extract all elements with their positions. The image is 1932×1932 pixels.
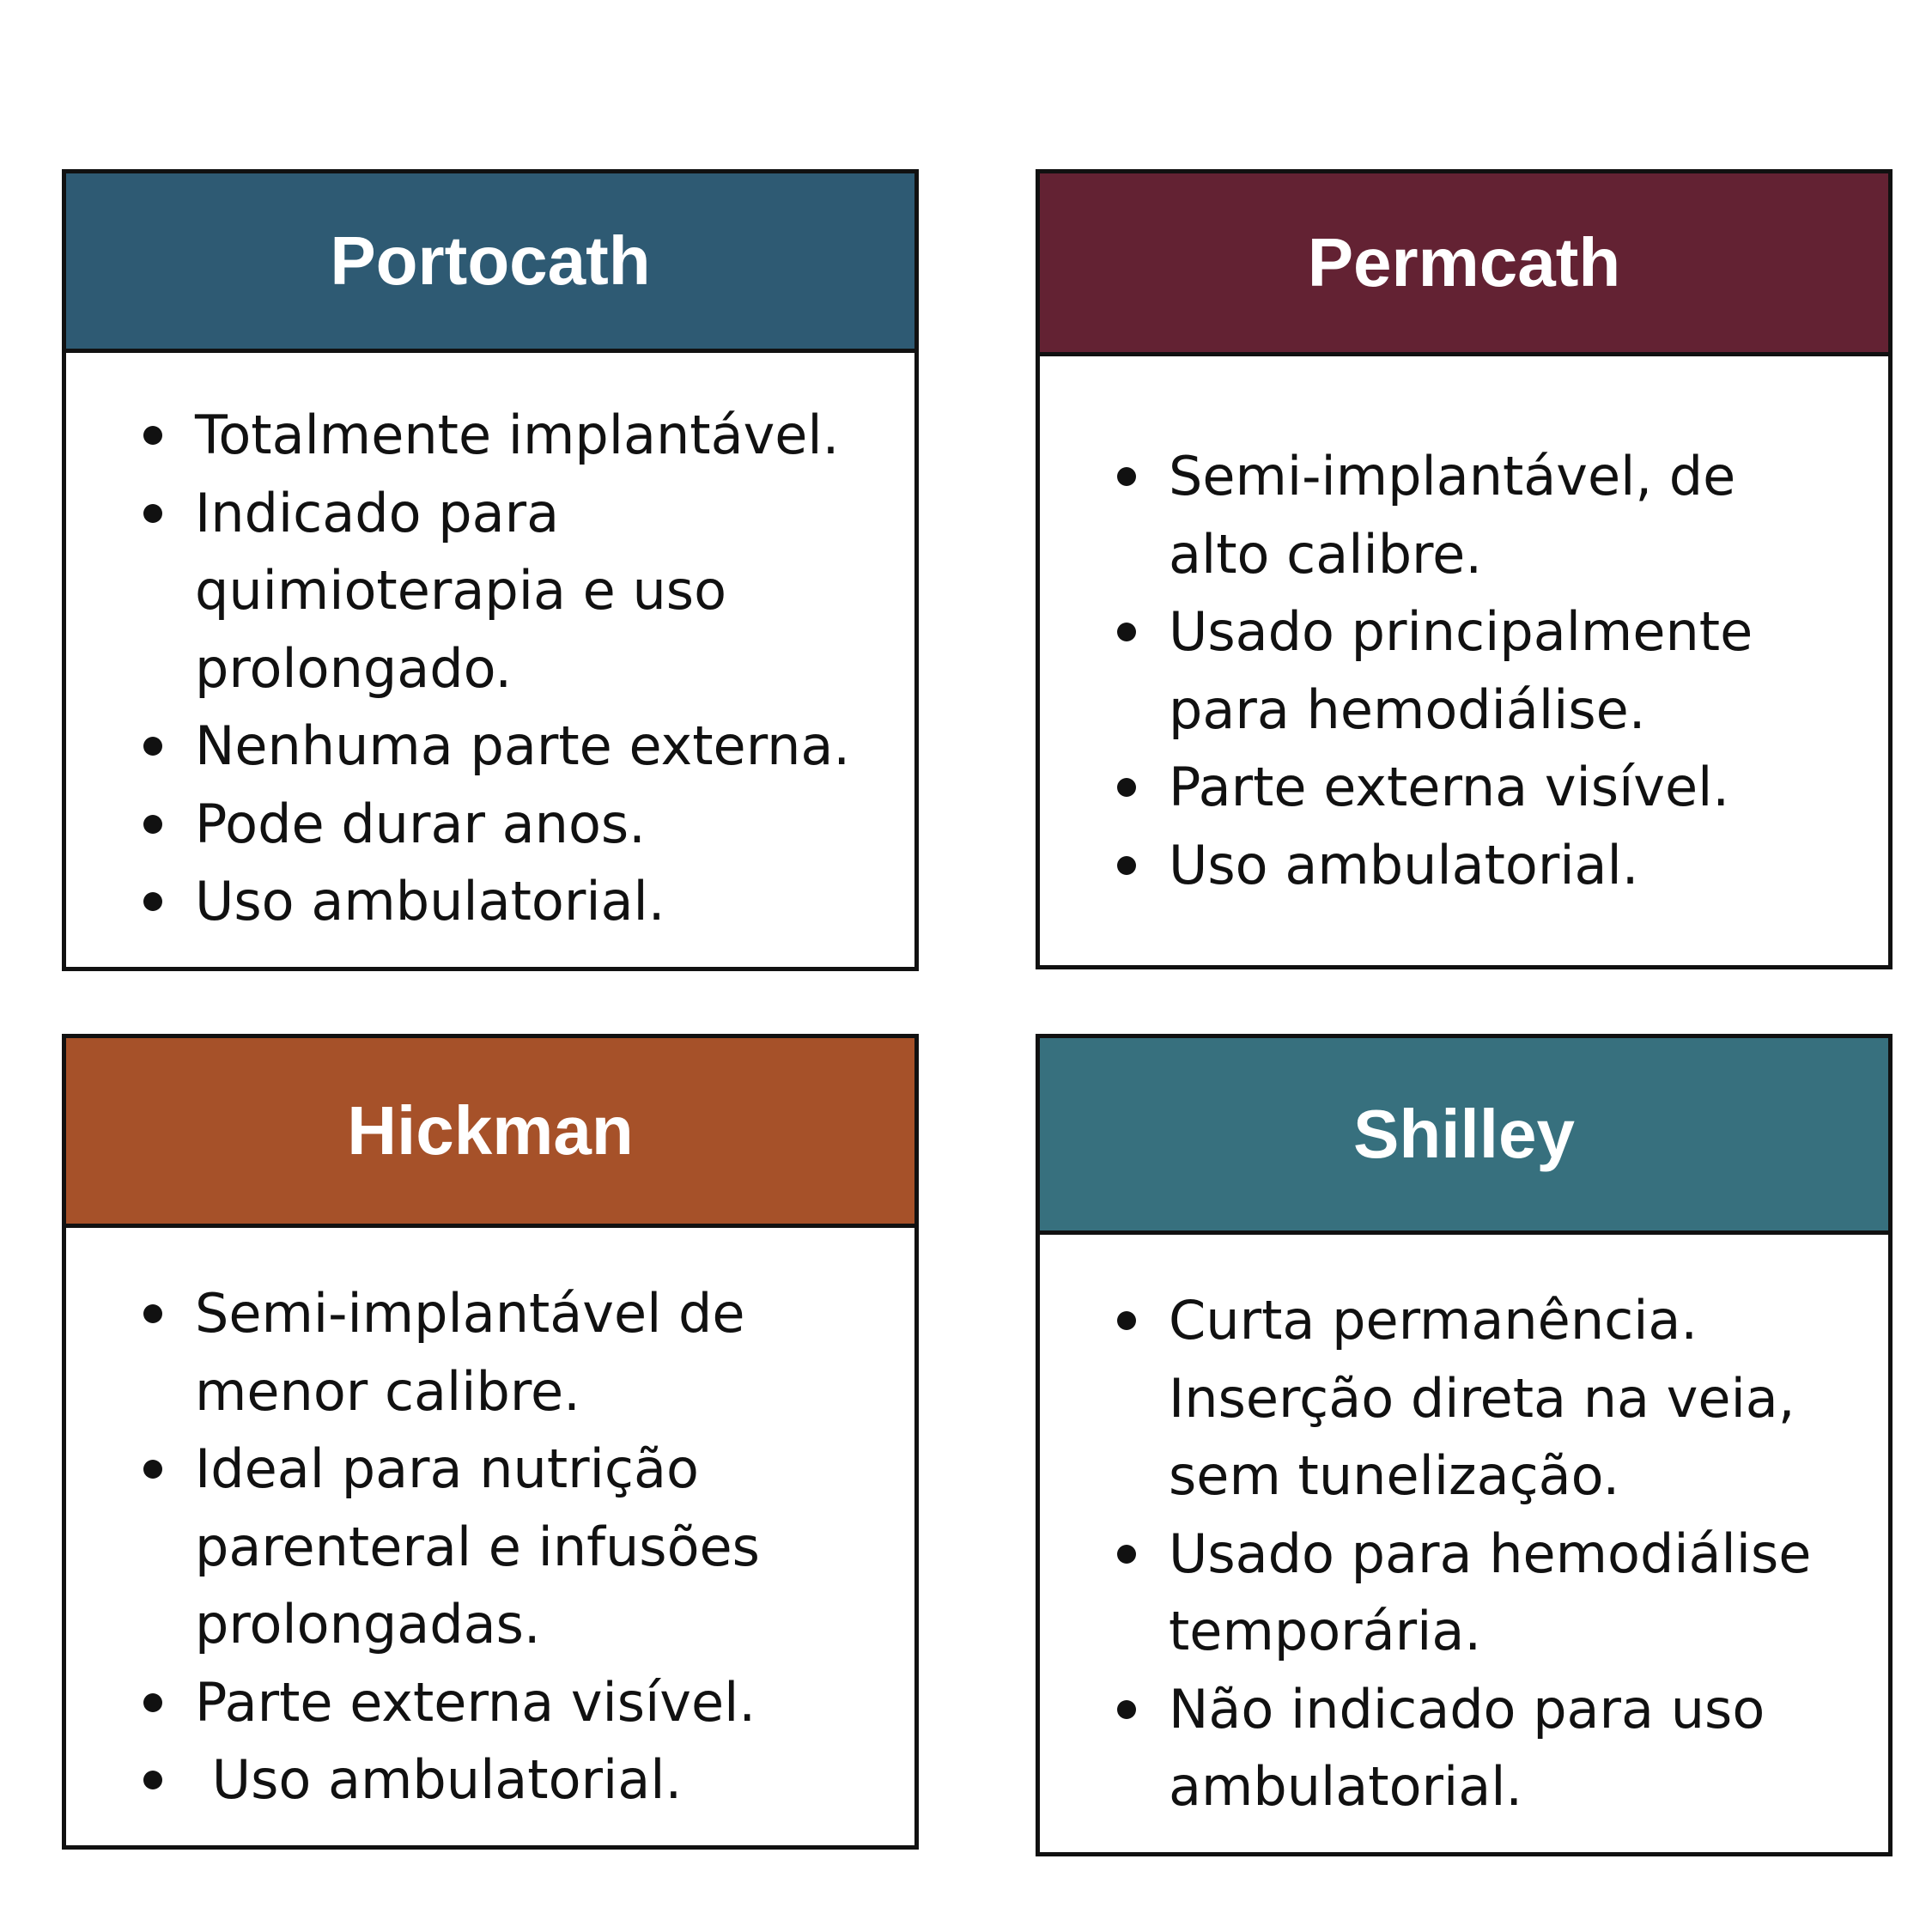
- bullet-dot-icon: [143, 1304, 162, 1323]
- card-shilley-body: [1040, 1235, 1888, 1826]
- card-portocath: [62, 169, 919, 971]
- list-item: Curta permanência.: [1040, 1282, 1888, 1360]
- continuation-text: Inserção direta na veia, sem tunelização.: [1169, 1366, 1795, 1507]
- list-item: Uso ambulatorial.: [66, 1741, 914, 1820]
- bullet-dot-icon: [143, 426, 162, 445]
- card-hickman-header: [66, 1038, 914, 1228]
- bullet-dot-icon: [1117, 1311, 1136, 1330]
- list-item: Uso ambulatorial.: [1040, 827, 1888, 905]
- list-item: Semi-implantável de menor calibre.: [66, 1275, 914, 1431]
- card-portocath-body: [66, 353, 914, 941]
- card-portocath-title: Portocath: [330, 222, 651, 299]
- card-permcath-title: Permcath: [1307, 224, 1621, 301]
- card-shilley-list-continued: [1040, 1516, 1888, 1826]
- bullet-dot-icon: [1117, 856, 1136, 875]
- bullet-dot-icon: [143, 504, 162, 523]
- bullet-dot-icon: [1117, 467, 1136, 486]
- list-item: Usado principalmente para hemodiálise.: [1040, 593, 1888, 749]
- bullet-dot-icon: [1117, 1545, 1136, 1564]
- card-hickman-title: Hickman: [347, 1092, 634, 1169]
- card-shilley-title: Shilley: [1353, 1096, 1575, 1172]
- list-item: Usado para hemodiálise temporária.: [1040, 1516, 1888, 1671]
- list-item: Semi-implantável, de alto calibre.: [1040, 438, 1888, 593]
- list-item: Parte externa visível.: [1040, 749, 1888, 827]
- list-item: Pode durar anos.: [66, 786, 914, 864]
- card-shilley-list: [1040, 1282, 1888, 1360]
- bullet-dot-icon: [1117, 623, 1136, 641]
- list-item: Totalmente implantável.: [66, 397, 914, 475]
- bullet-dot-icon: [143, 1771, 162, 1789]
- bullet-dot-icon: [143, 737, 162, 756]
- card-permcath: [1036, 169, 1893, 969]
- list-item: Não indicado para uso ambulatorial.: [1040, 1671, 1888, 1826]
- card-shilley: [1036, 1034, 1893, 1856]
- card-hickman: [62, 1034, 919, 1850]
- bullet-dot-icon: [143, 1460, 162, 1479]
- card-permcath-list: [1040, 438, 1888, 904]
- list-item: Parte externa visível.: [66, 1664, 914, 1742]
- list-item: Indicado para quimioterapia e uso prolongado.: [66, 475, 914, 708]
- card-hickman-list: [66, 1275, 914, 1820]
- bullet-dot-icon: [1117, 1700, 1136, 1719]
- list-item: Nenhuma parte externa.: [66, 708, 914, 786]
- bullet-dot-icon: [143, 892, 162, 911]
- bullet-dot-icon: [1117, 778, 1136, 797]
- list-item: Uso ambulatorial.: [66, 863, 914, 941]
- card-permcath-body: [1040, 356, 1888, 904]
- card-hickman-body: [66, 1228, 914, 1820]
- card-portocath-header: [66, 173, 914, 353]
- bullet-dot-icon: [143, 815, 162, 834]
- card-portocath-list: [66, 397, 914, 941]
- card-shilley-header: [1040, 1038, 1888, 1235]
- card-permcath-header: [1040, 173, 1888, 356]
- bullet-dot-icon: [143, 1693, 162, 1712]
- list-item: Ideal para nutrição parenteral e infusões prolongadas.: [66, 1431, 914, 1664]
